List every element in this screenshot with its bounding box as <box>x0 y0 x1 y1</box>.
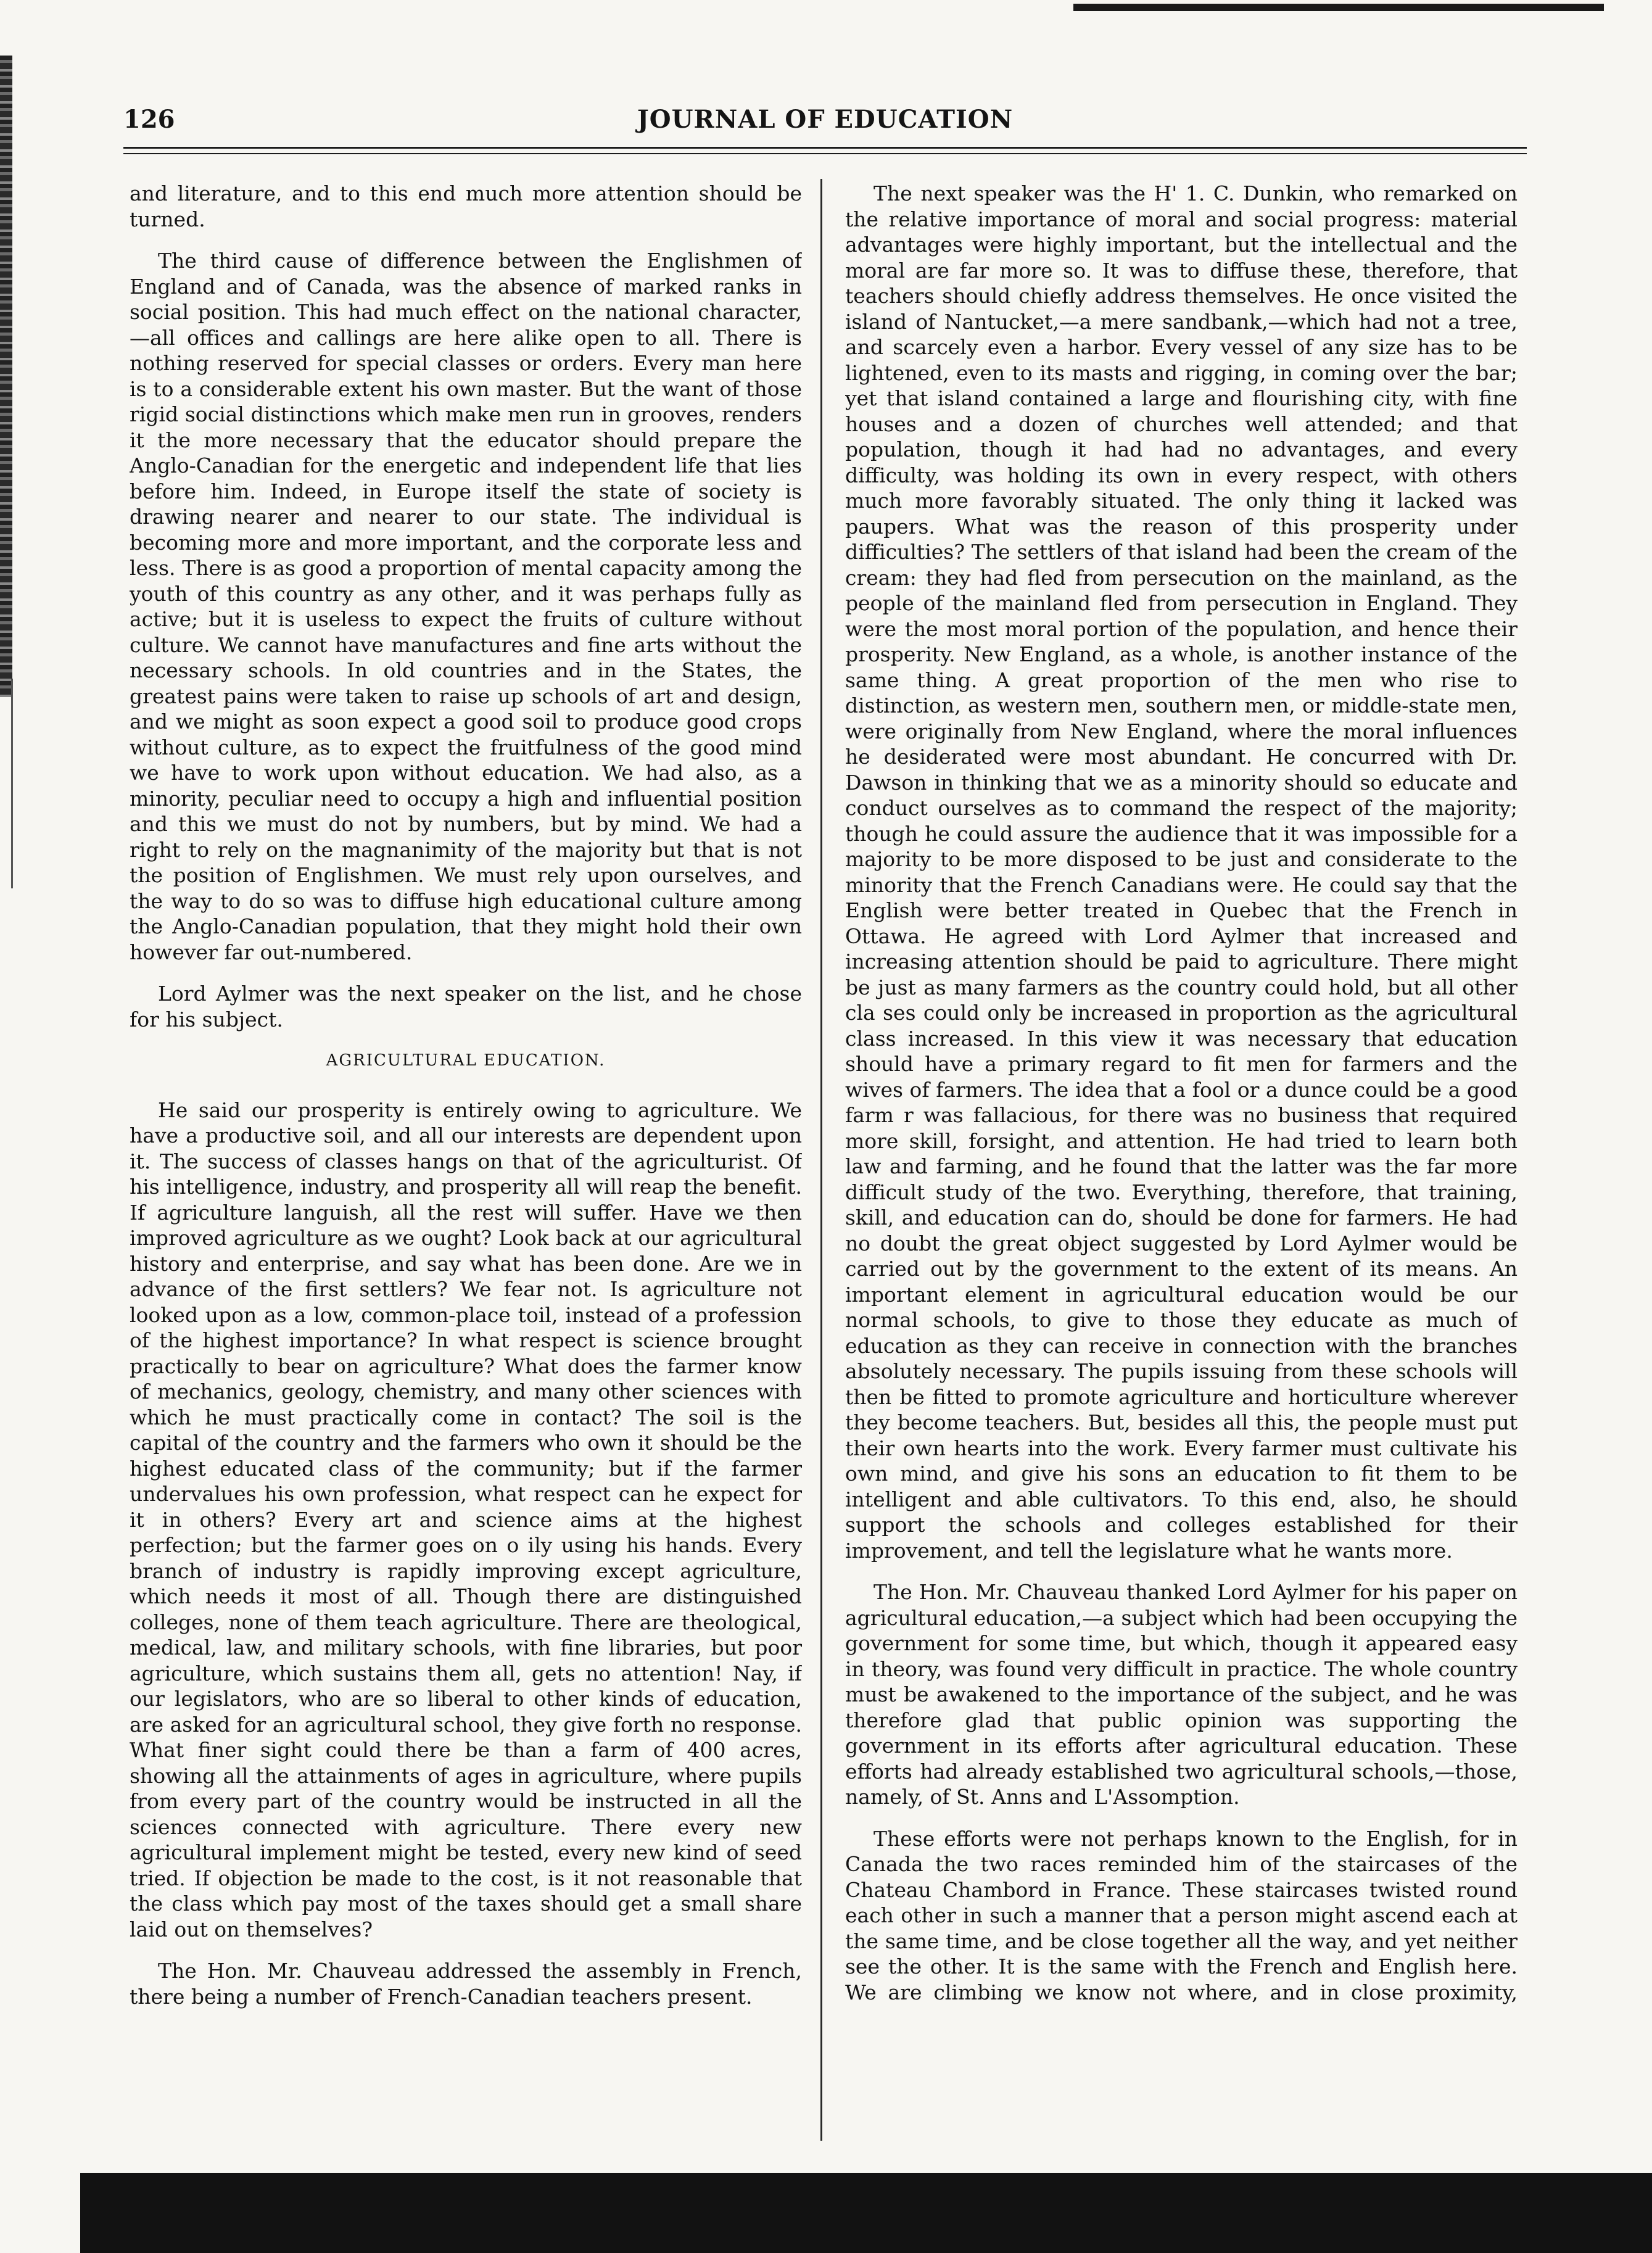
scan-binding-edge-lower <box>11 679 13 888</box>
scan-top-line <box>1073 4 1604 11</box>
scan-bottom-bar <box>80 2173 1652 2253</box>
section-heading: AGRICULTURAL EDUCATION. <box>326 1051 606 1070</box>
left-paragraph-5: The Hon. Mr. Chauveau addressed the assembly in French, there being a number of French-Canadian teachers present. <box>130 1959 802 2009</box>
left-column <box>130 181 802 2130</box>
left-paragraph-2: The third cause of difference between the Englishmen of England and of Canada, was the absence of marked ranks in social position. This had much effect on the national character, —all offices and callings are here alike open to all. There is nothing reserved for special classes or orders. Every man here is to a considerable extent his own master. But the want of those rigid social distinctions which make men run in grooves, renders it the more necessary that the educator should prepare the Anglo-Canadian for the energetic and independent life that lies before him. Indeed, in Europe itself the state of society is drawing nearer and nearer to our state. The individual is becoming more and more important, and the corporate less and less. There is as good a proportion of mental capacity among the youth of this country as any other, and it was perhaps fully as active; but it is useless to expect the fruits of culture without culture. We cannot have manufactures and fine arts without the necessary schools. In old countries and in the States, the greatest pains were taken to raise up schools of art and design, and we might as soon expect a good soil to produce good crops without culture, as to expect the fruitfulness of the good mind we have to work upon without education. We had also, as a minority, peculiar need to occupy a high and influential position and this we must do not by numbers, but by mind. We had a right to rely on the magnanimity of the majority but that is not the position of Englishmen. We must rely upon ourselves, and the way to do so was to diffuse high educational culture among the Anglo-Canadian population, that they might hold their own however far out-numbered. <box>130 249 802 964</box>
scan-binding-edge <box>0 56 12 697</box>
right-paragraph-1: The next speaker was the H' 1. C. Dunkin, who remarked on the relative importance of moral and social progress: material advantages were highly important, but the intellectual and the moral are far more so. It was to diffuse these, therefore, that teachers should chiefly address themselves. He once visited the island of Nantucket,—a mere sandbank,—which had not a tree, and scarcely even a harbor. Every vessel of any size has to be lightened, even to its masts and rigging, in coming over the bar; yet that island contained a large and flourishing city, with fine houses and a dozen of churches well attended; and that population, though it had had no advantages, and every difficulty, was holding its own in every respect, with others much more favorably situated. The only thing it lacked was paupers. What was the reason of this prosperity under difficulties? The settlers of that island had been the cream of the cream: they had fled from persecution on the mainland, as the people of the mainland fled from persecution in England. They were the most moral portion of the population, and hence their prosperity. New England, as a whole, is another instance of the same thing. A great proportion of the men who rise to distinction, as western men, southern men, or middle-state men, were originally from New England, where the moral influences he desiderated were most abundant. He concurred with Dr. Dawson in thinking that we as a minority should so educate and conduct ourselves as to command the respect of the majority; though he could assure the audience that it was impossible for a majority to be more disposed to be just and considerate to the minority that the French Canadians were. He could say that the English were better treated in Quebec that the French in Ottawa. He agreed with Lord Aylmer that increased and increasing attention should be paid to agriculture. There might be just as many farmers as the country could hold, but all other cla ses could only be increased in proportion as the agricultural class increased. In this view it was necessary that education should have a primary regard to fit men for farmers and the wives of farmers. The idea that a fool or a dunce could be a good farm r was fallacious, for there was no business that required more skill, forsight, and attention. He had tried to learn both law and farming, and he found that the latter was the far more difficult study of the two. Everything, therefore, that training, skill, and education can do, should be done for farmers. He had no doubt the great object suggested by Lord Aylmer would be carried out by the government to the extent of its means. An important element in agricultural education would be our normal schools, to give to those they educate as much of education as they can receive in connection with the branches absolutely necessary. The pupils issuing from these schools will then be fitted to promote agriculture and horticulture wherever they become teachers. But, besides all this, the people must put their own hearts into the work. Every farmer must cultivate his own mind, and give his sons an education to fit them to be intelligent and able cultivators. To this end, also, he should support the schools and colleges established for their improvement, and tell the legislature what he wants more. <box>845 181 1518 1563</box>
journal-title: JOURNAL OF EDUCATION <box>637 105 1014 134</box>
page-header <box>123 99 1527 142</box>
page-number: 126 <box>123 105 175 134</box>
right-paragraph-2: The Hon. Mr. Chauveau thanked Lord Aylmer for his paper on agricultural education,—a subject which had been occupying the government for some time, but which, though it appeared easy in theory, was found very difficult in practice. The whole country must be awakened to the importance of the subject, and he was therefore glad that public opinion was supporting the government in its efforts after agricultural education. These efforts had already established two agricultural schools,—those, namely, of St. Anns and L'Assomption. <box>845 1580 1518 1809</box>
header-rule <box>123 147 1527 149</box>
header-rule-secondary <box>123 153 1527 154</box>
left-paragraph-1: and literature, and to this end much more attention should be turned. <box>130 181 802 231</box>
column-divider <box>820 179 822 2141</box>
right-column <box>845 181 1518 2130</box>
left-paragraph-3: Lord Aylmer was the next speaker on the list, and he chose for his subject. <box>130 982 802 1031</box>
right-paragraph-3: These efforts were not perhaps known to the English, for in Canada the two races reminded him of the staircases of the Chateau Chambord in France. These staircases twisted round each other in such a manner that a person might ascend each at the same time, and be close together all the way, and yet neither see the other. It is the same with the French and English here. We are climbing we know not where, and in close proximity, <box>845 1826 1518 2004</box>
left-paragraph-4: He said our prosperity is entirely owing to agriculture. We have a productive soil, and all our interests are dependent upon it. The success of classes hangs on that of the agriculturist. Of his intelligence, industry, and prosperity all will reap the benefit. If agriculture languish, all the rest will suffer. Have we then improved agriculture as we ought? Look back at our agricultural history and enterprise, and say what has been done. Are we in advance of the first settlers? We fear not. Is agriculture not looked upon as a low, common-place toil, instead of a profession of the highest importance? In what respect is science brought practically to bear on agriculture? What does the farmer know of mechanics, geology, chemistry, and many other sciences with which he must practically come in contact? The soil is the capital of the country and the farmers who own it should be the highest educated class of the community; but if the farmer undervalues his own profession, what respect can he expect for it in others? Every art and science aims at the highest perfection; but the farmer goes on o ily using his hands. Every branch of industry is rapidly improving except agriculture, which needs it most of all. Though there are distinguished colleges, none of them teach agriculture. There are theological, medical, law, and military schools, with fine libraries, but poor agriculture, which sustains them all, gets no attention! Nay, if our legislators, who are so liberal to other kinds of education, are asked for an agricultural school, they give forth no response. What finer sight could there be than a farm of 400 acres, showing all the attainments of ages in agriculture, where pupils from every part of the country would be instructed in all the sciences connected with agriculture. There every new agricultural implement might be tested, every new kind of seed tried. If objection be made to the cost, is it not reasonable that the class which pay most of the taxes should get a small share laid out on themselves? <box>130 1098 802 1941</box>
